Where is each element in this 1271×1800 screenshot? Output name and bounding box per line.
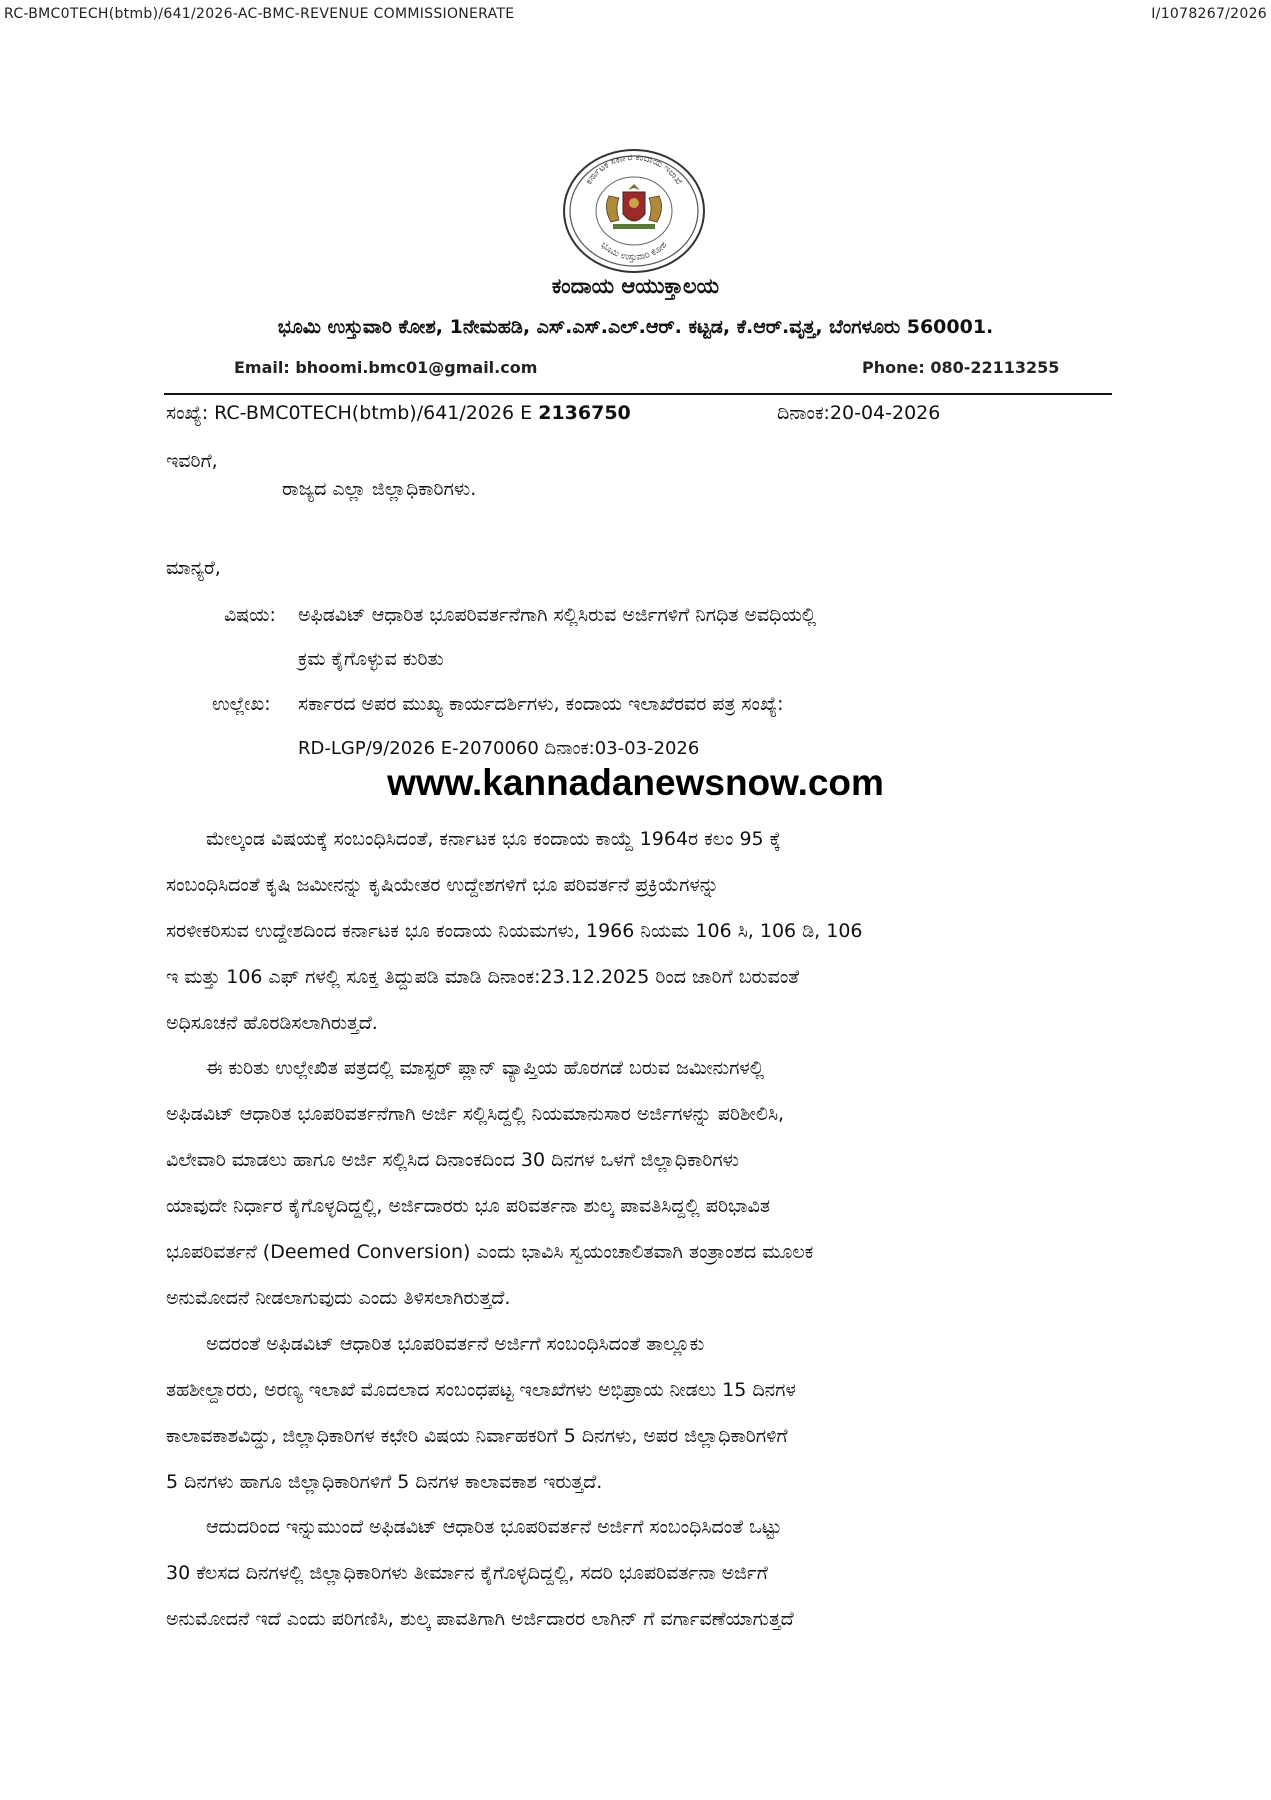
recipient-to: ಇವರಿಗೆ, (166, 450, 218, 472)
svg-text:ಭೂಮಿ ಉಸ್ತುವಾರಿ ಕೋಶ (599, 240, 670, 263)
body-paragraph-3 (166, 1321, 1112, 1505)
body-paragraph-2 (166, 1045, 1112, 1321)
office-phone: Phone: 080-22113255 (862, 358, 1060, 377)
paragraph-line: ಸರಳೀಕರಿಸುವ ಉದ್ದೇಶದಿಂದ ಕರ್ನಾಟಕ ಭೂ ಕಂದಾಯ ನಿಯಮಗಳು, 1966 ನಿಯಮ 106 ಸಿ, 106 ಡಿ, 106 (166, 920, 863, 942)
subject-line-2: ಕ್ರಮ ಕೈಗೊಳ್ಳುವ ಕುರಿತು (298, 648, 444, 670)
paragraph-line: ಸಂಬಂಧಿಸಿದಂತೆ ಕೃಷಿ ಜಮೀನನ್ನು ಕೃಷಿಯೇತರ ಉದ್ದೇಶಗಳಿಗೆ ಭೂ ಪರಿವರ್ತನೆ ಪ್ರಕ್ರಿಯೆಗಳನ್ನು (166, 874, 719, 896)
subject-line-1: ಅಫಿಡವಿಟ್ ಆಧಾರಿತ ಭೂಪರಿವರ್ತನೆಗಾಗಿ ಸಲ್ಲಿಸಿರುವ ಅರ್ಜಿಗಳಿಗೆ ನಿಗಧಿತ ಅವಧಿಯಲ್ಲಿ (298, 604, 817, 626)
paragraph-line: ಆದುದರಿಂದ ಇನ್ನುಮುಂದೆ ಅಫಿಡವಿಟ್ ಆಧಾರಿತ ಭೂಪರಿವರ್ತನೆ ಅರ್ಜಿಗೆ ಸಂಬಂಧಿಸಿದಂತೆ ಒಟ್ಟು (206, 1516, 782, 1538)
reference-number-bold: 2136750 (538, 402, 631, 424)
seal-top-text: ಕರ್ನಾಟಕ ಸರ್ಕಾರ ಕಂದಾಯ ಇಲಾಖೆ (584, 152, 684, 187)
paragraph-line: ಅಫಿಡವಿಟ್ ಆಧಾರಿತ ಭೂಪರಿವರ್ತನೆಗಾಗಿ ಅರ್ಜಿ ಸಲ್ಲಿಸಿದ್ದಲ್ಲಿ ನಿಯಮಾನುಸಾರ ಅರ್ಜಿಗಳನ್ನು ಪರಿಶೀಲಿಸಿ, (166, 1103, 785, 1125)
letter-date: ದಿನಾಂಕ:20-04-2026 (777, 402, 941, 424)
reference-note-label: ಉಲ್ಲೇಖ: (212, 693, 271, 715)
office-name: ಕಂದಾಯ ಆಯುಕ್ತಾಲಯ (551, 274, 720, 298)
recipient-addressee: ರಾಜ್ಯದ ಎಲ್ಲಾ ಜಿಲ್ಲಾಧಿಕಾರಿಗಳು. (282, 478, 477, 500)
letter-reference-number (166, 402, 631, 424)
reference-prefix: ಸಂಖ್ಯೆ: RC-BMC0TECH(btmb)/641/2026 E (166, 402, 539, 424)
paragraph-line: ತಹಶೀಲ್ದಾರರು, ಅರಣ್ಯ ಇಲಾಖೆ ಮೊದಲಾದ ಸಂಬಂಧಪಟ್ಟ ಇಲಾಖೆಗಳು ಅಭಿಪ್ರಾಯ ನೀಡಲು 15 ದಿನಗಳ (166, 1379, 796, 1401)
paragraph-line: 30 ಕೆಲಸದ ದಿನಗಳಲ್ಲಿ ಜಿಲ್ಲಾಧಿಕಾರಿಗಳು ತೀರ್ಮಾನ ಕೈಗೊಳ್ಳದಿದ್ದಲ್ಲಿ, ಸದರಿ ಭೂಪರಿವರ್ತನಾ ಅರ್ಜಿಗೆ (166, 1562, 768, 1584)
paragraph-line: ಕಾಲಾವಕಾಶವಿದ್ದು, ಜಿಲ್ಲಾಧಿಕಾರಿಗಳ ಕಛೇರಿ ವಿಷಯ ನಿರ್ವಾಹಕರಿಗೆ 5 ದಿನಗಳು, ಅಪರ ಜಿಲ್ಲಾಧಿಕಾರಿಗಳಿಗೆ (166, 1425, 788, 1447)
header-file-reference: RC-BMC0TECH(btmb)/641/2026-AC-BMC-REVENUE COMMISSIONERATE (4, 6, 515, 22)
karnataka-government-seal-icon (561, 148, 707, 274)
office-address: ಭೂಮಿ ಉಸ್ತುವಾರಿ ಕೋಶ, 1ನೇಮಹಡಿ, ಎಸ್.ಎಸ್.ಎಲ್.ಆರ್. ಕಟ್ಟಡ, ಕೆ.ಆರ್.ವೃತ್ತ, ಬೆಂಗಳೂರು 560001. (277, 316, 994, 338)
paragraph-line: ಈ ಕುರಿತು ಉಲ್ಲೇಖಿತ ಪತ್ರದಲ್ಲಿ ಮಾಸ್ಟರ್ ಪ್ಲಾನ್ ವ್ಯಾಪ್ತಿಯ ಹೊರಗಡೆ ಬರುವ ಜಮೀನುಗಳಲ್ಲಿ (206, 1057, 765, 1079)
website-watermark: www.kannadanewsnow.com (387, 762, 884, 803)
reference-note-line-2: RD-LGP/9/2026 E-2070060 ದಿನಾಂಕ:03-03-2026 (298, 738, 700, 759)
subject-label: ವಿಷಯ: (224, 604, 276, 626)
paragraph-line: ಭೂಪರಿವರ್ತನೆ (Deemed Conversion) ಎಂದು ಭಾವಿಸಿ ಸ್ವಯಂಚಾಲಿತವಾಗಿ ತಂತ್ರಾಂಶದ ಮೂಲಕ (166, 1241, 814, 1263)
paragraph-line: ಅನುಮೋದನೆ ನೀಡಲಾಗುವುದು ಎಂದು ತಿಳಿಸಲಾಗಿರುತ್ತದೆ. (166, 1287, 511, 1309)
paragraph-line: ಯಾವುದೇ ನಿರ್ಧಾರ ಕೈಗೊಳ್ಳದಿದ್ದಲ್ಲಿ, ಅರ್ಜಿದಾರರು ಭೂ ಪರಿವರ್ತನಾ ಶುಲ್ಕ ಪಾವತಿಸಿದ್ದಲ್ಲಿ ಪರಿಭಾವಿತ (166, 1195, 771, 1217)
paragraph-line: ಅದರಂತೆ ಅಫಿಡವಿಟ್ ಆಧಾರಿತ ಭೂಪರಿವರ್ತನೆ ಅರ್ಜಿಗೆ ಸಂಬಂಧಿಸಿದಂತೆ ತಾಲ್ಲೂಕು (206, 1333, 705, 1355)
body-paragraph-4 (166, 1504, 1112, 1642)
header-inward-number: I/1078267/2026 (1151, 6, 1267, 22)
paragraph-line: ಅಧಿಸೂಚನೆ ಹೊರಡಿಸಲಾಗಿರುತ್ತದೆ. (166, 1012, 378, 1034)
body-paragraph-1 (166, 816, 1112, 1046)
office-email: Email: bhoomi.bmc01@gmail.com (234, 358, 538, 377)
paragraph-line: 5 ದಿನಗಳು ಹಾಗೂ ಜಿಲ್ಲಾಧಿಕಾರಿಗಳಿಗೆ 5 ದಿನಗಳ ಕಾಲಾವಕಾಶ ಇರುತ್ತದೆ. (166, 1471, 603, 1493)
paragraph-line: ವಿಲೇವಾರಿ ಮಾಡಲು ಹಾಗೂ ಅರ್ಜಿ ಸಲ್ಲಿಸಿದ ದಿನಾಂಕದಿಂದ 30 ದಿನಗಳ ಒಳಗೆ ಜಿಲ್ಲಾಧಿಕಾರಿಗಳು (166, 1149, 740, 1171)
paragraph-line: ಇ ಮತ್ತು 106 ಎಫ್ ಗಳಲ್ಲಿ ಸೂಕ್ತ ತಿದ್ದುಪಡಿ ಮಾಡಿ ದಿನಾಂಕ:23.12.2025 ರಿಂದ ಜಾರಿಗೆ ಬರುವಂತೆ (166, 966, 800, 988)
salutation: ಮಾನ್ಯರೆ, (166, 557, 221, 579)
paragraph-line: ಮೇಲ್ಕಂಡ ವಿಷಯಕ್ಕೆ ಸಂಬಂಧಿಸಿದಂತೆ, ಕರ್ನಾಟಕ ಭೂ ಕಂದಾಯ ಕಾಯ್ದೆ 1964ರ ಕಲಂ 95 ಕ್ಕೆ (206, 828, 781, 850)
document-header (4, 6, 1267, 26)
reference-note-line-1: ಸರ್ಕಾರದ ಅಪರ ಮುಖ್ಯ ಕಾರ್ಯದರ್ಶಿಗಳು, ಕಂದಾಯ ಇಲಾಖೆರವರ ಪತ್ರ ಸಂಖ್ಯೆ: (298, 693, 784, 715)
letterhead-divider (164, 393, 1112, 395)
paragraph-line: ಅನುಮೋದನೆ ಇದೆ ಎಂದು ಪರಿಗಣಿಸಿ, ಶುಲ್ಕ ಪಾವತಿಗಾಗಿ ಅರ್ಜಿದಾರರ ಲಾಗಿನ್ ಗೆ ವರ್ಗಾವಣೆಯಾಗುತ್ತದೆ (166, 1608, 794, 1630)
seal-bottom-text: ಭೂಮಿ ಉಸ್ತುವಾರಿ ಕೋಶ (598, 240, 670, 263)
